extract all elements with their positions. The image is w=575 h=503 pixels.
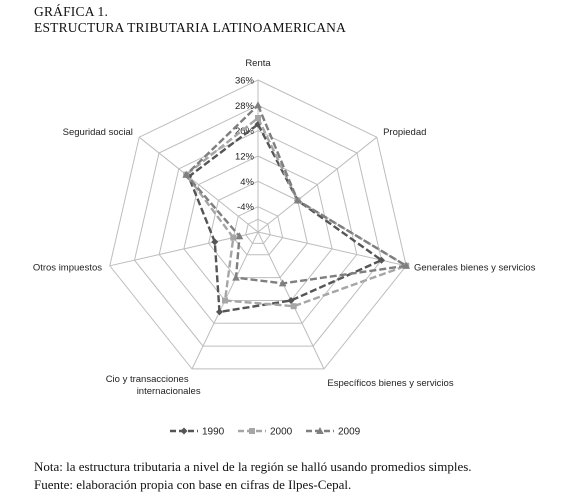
figure-number: GRÁFICA 1. (34, 4, 109, 19)
chart-title: ESTRUCTURA TRIBUTARIA LATINOAMERICANA (34, 20, 347, 35)
legend-item (170, 427, 225, 438)
series-marker (291, 303, 297, 309)
series-marker (254, 101, 262, 108)
radial-tick-labels (235, 76, 255, 214)
series-marker (255, 115, 261, 121)
legend-label: 2009 (338, 426, 361, 438)
note-text: Nota: la estructura tributaria a nivel de la región se halló usando promedios simples. (34, 459, 472, 474)
series-marker (181, 428, 188, 435)
axis-label: Otros impuestos (32, 262, 102, 274)
axis-label: Cio y transacciones internacionales (105, 374, 201, 398)
axis-label: Propiedad (383, 127, 427, 139)
source-text: Fuente: elaboración propia con base en cifras de Ilpes-Cepal. (34, 477, 352, 492)
tick-label: 4% (240, 176, 254, 188)
series-marker (249, 428, 255, 434)
legend (170, 427, 361, 438)
tick-label: 12% (234, 151, 254, 163)
legend-item (306, 427, 361, 438)
series-marker (211, 238, 218, 245)
series-marker (216, 308, 223, 315)
tick-label: 28% (234, 100, 254, 112)
legend-label: 2000 (270, 426, 293, 438)
axis-label: Específicos bienes y servicios (327, 378, 454, 390)
chart-notes (34, 458, 472, 494)
axis-label: Renta (245, 58, 271, 69)
legend-item (238, 427, 293, 438)
grid-spoke (258, 137, 377, 232)
tick-label: -4% (237, 202, 254, 214)
legend-label: 1990 (202, 426, 225, 438)
axis-label: Generales bienes y servicios (414, 262, 536, 274)
series-marker (230, 235, 236, 241)
series-marker (222, 298, 228, 304)
axis-label: Seguridad social (62, 127, 133, 139)
tick-label: 36% (234, 75, 254, 87)
tick-label: 20% (234, 126, 254, 138)
